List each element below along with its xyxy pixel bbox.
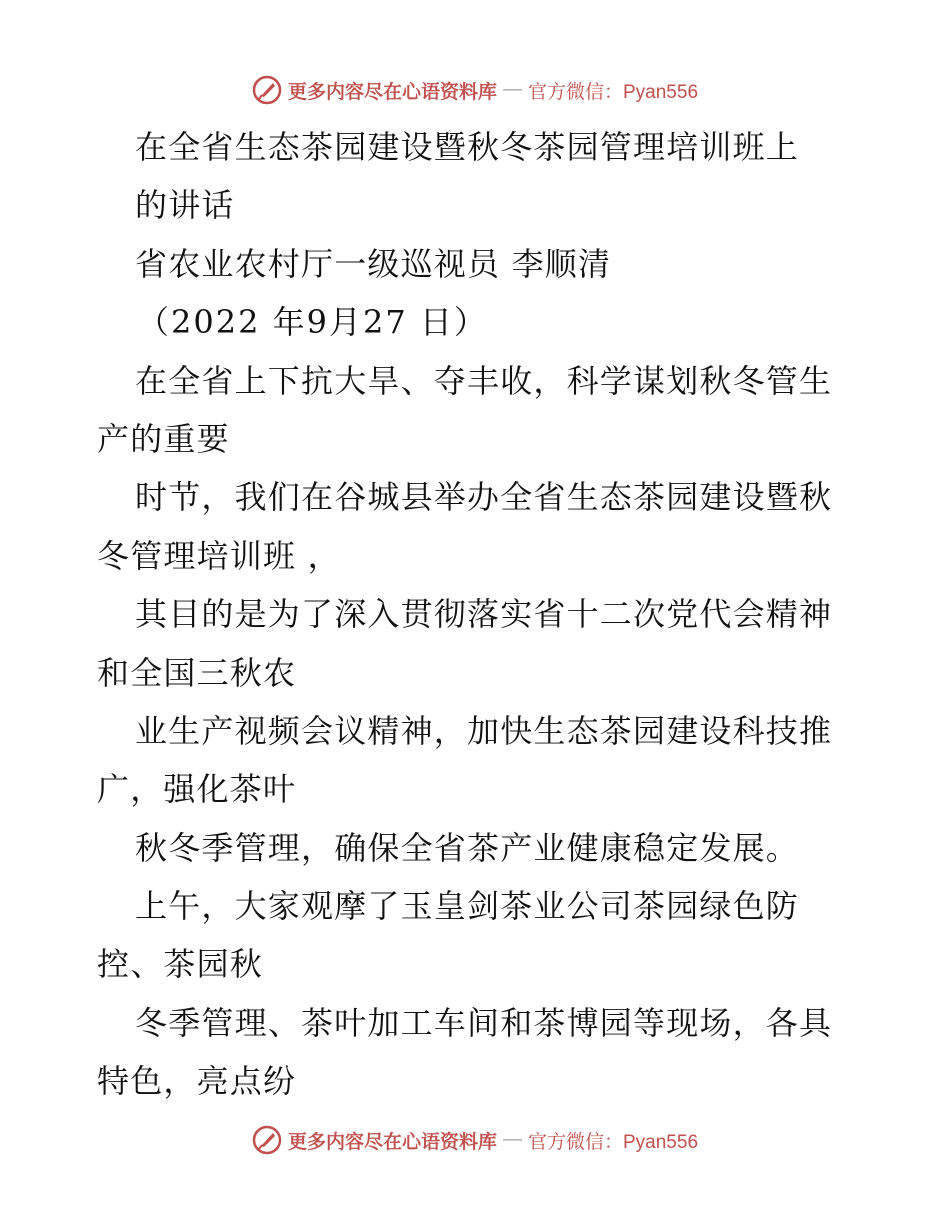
- document-body: [97, 118, 857, 1111]
- watermark-wechat: 官方微信：Pyan556: [528, 1131, 699, 1153]
- doc-title-line-1: 在全省生态茶园建设暨秋冬茶园管理培训班上: [135, 128, 800, 166]
- doc-line: 和全国三秋农: [97, 653, 297, 692]
- watermark-header: [0, 70, 950, 110]
- doc-line: 其目的是为了深入贯彻落实省十二次党代会精神: [135, 595, 833, 634]
- doc-line: 广，强化茶叶: [97, 770, 297, 809]
- doc-line: 冬季管理、茶叶加工车间和茶博园等现场，各具: [135, 1003, 833, 1042]
- watermark-footer: [0, 1120, 950, 1160]
- quill-logo-icon: [252, 75, 282, 105]
- doc-line: 冬管理培训班 ，: [97, 536, 341, 575]
- doc-line: 特色，亮点纷: [97, 1062, 297, 1101]
- doc-line: 在全省上下抗大旱、夺丰收，科学谋划秋冬管生: [135, 361, 833, 400]
- doc-line: 上午，大家观摩了玉皇剑茶业公司茶园绿色防: [135, 887, 800, 926]
- doc-line: 时节，我们在谷城县举办全省生态茶园建设暨秋: [135, 478, 833, 517]
- doc-line: 秋冬季管理，确保全省茶产业健康稳定发展。: [135, 828, 800, 867]
- doc-line: 业生产视频会议精神，加快生态茶园建设科技推: [135, 711, 833, 750]
- quill-logo-icon: [252, 1125, 282, 1155]
- doc-line: 控、茶园秋: [97, 945, 264, 984]
- watermark-dash: —: [503, 1129, 522, 1150]
- doc-line: 产的重要: [97, 419, 230, 458]
- doc-date: （2022 年9月27 日）: [137, 303, 488, 342]
- watermark-dash: —: [503, 79, 522, 100]
- watermark-text: 更多内容尽在心语资料库: [287, 80, 497, 103]
- doc-title-line-2: 的讲话: [135, 186, 235, 225]
- doc-speaker: 省农业农村厅一级巡视员 李顺清: [135, 244, 612, 283]
- watermark-text: 更多内容尽在心语资料库: [287, 1130, 497, 1153]
- watermark-wechat: 官方微信：Pyan556: [528, 81, 699, 103]
